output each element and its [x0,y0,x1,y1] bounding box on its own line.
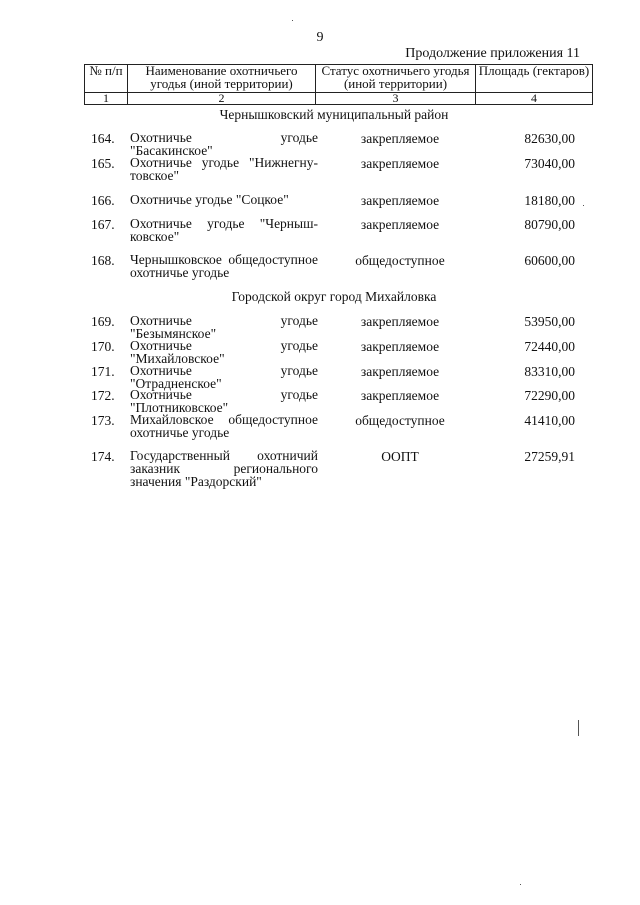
scan-speck [583,205,584,206]
row-area: 73040,00 [524,156,575,171]
row-area: 41410,00 [524,413,575,428]
row-number: 164. [91,131,115,146]
header-name: Наименование охотничьего угодья (иной территории) [128,65,316,93]
row-area: 80790,00 [524,217,575,232]
row-number: 174. [91,449,115,464]
row-number: 172. [91,388,115,403]
header-col-index-1: 1 [85,93,128,105]
row-status: закрепляемое [360,217,440,232]
header-col-index-3: 3 [316,93,476,105]
row-name: Чернышковское общедоступное охотничье угодье [130,252,318,280]
table-header [84,64,593,105]
row-status: общедоступное [355,413,445,428]
row-status: закрепляемое [360,388,440,403]
row-area: 60600,00 [524,253,575,268]
row-status: закрепляемое [360,339,440,354]
header-col-index-4: 4 [476,93,593,105]
row-name: Государственный охотничий заказник регионального значения "Раздорский" [130,448,318,489]
page-number: 9 [316,30,324,45]
row-status: закрепляемое [360,193,440,208]
row-area: 53950,00 [524,314,575,329]
row-name: Михайловское общедоступное охотничье угодье [130,412,318,440]
row-name: Охотничье угодье "Безымянское" [130,313,318,341]
row-number: 166. [91,193,115,208]
row-number: 167. [91,217,115,232]
row-status: закрепляемое [360,364,440,379]
row-name: Охотничье угодье "Плотниковское" [130,387,318,415]
row-area: 18180,00 [524,193,575,208]
row-area: 72290,00 [524,388,575,403]
row-status: закрепляемое [360,131,440,146]
row-number: 171. [91,364,115,379]
continuation-caption: Продолжение приложения 11 [405,46,580,61]
row-area: 72440,00 [524,339,575,354]
row-number: 169. [91,314,115,329]
scan-speck [578,720,579,736]
row-area: 83310,00 [524,364,575,379]
row-number: 168. [91,253,115,268]
header-col-index-2: 2 [128,93,316,105]
row-status: закрепляемое [360,156,440,171]
header-number: № п/п [85,65,128,93]
row-name: Охотничье угодье "Нижнегну-товское" [130,155,318,183]
row-name: Охотничье угодье "Басакинское" [130,130,318,158]
header-status: Статус охотничьего угодья (иной территории) [316,65,476,93]
row-number: 165. [91,156,115,171]
header-area: Площадь (гектаров) [476,65,593,93]
row-status: общедоступное [355,253,445,268]
row-number: 170. [91,339,115,354]
row-status: закрепляемое [360,314,440,329]
row-status: ООПТ [381,449,419,464]
row-number: 173. [91,413,115,428]
scan-speck [292,20,293,21]
row-name: Охотничье угодье "Отрадненское" [130,363,318,391]
section-title: Городской округ город Михайловка [231,289,437,304]
row-name: Охотничье угодье "Черныш-ковское" [130,216,318,244]
row-area: 27259,91 [524,449,575,464]
row-name: Охотничье угодье "Михайловское" [130,338,318,366]
row-area: 82630,00 [524,131,575,146]
scan-speck [520,884,521,885]
row-name: Охотничье угодье "Соцкое" [130,192,289,207]
section-title: Чернышковский муниципальный район [219,107,449,122]
